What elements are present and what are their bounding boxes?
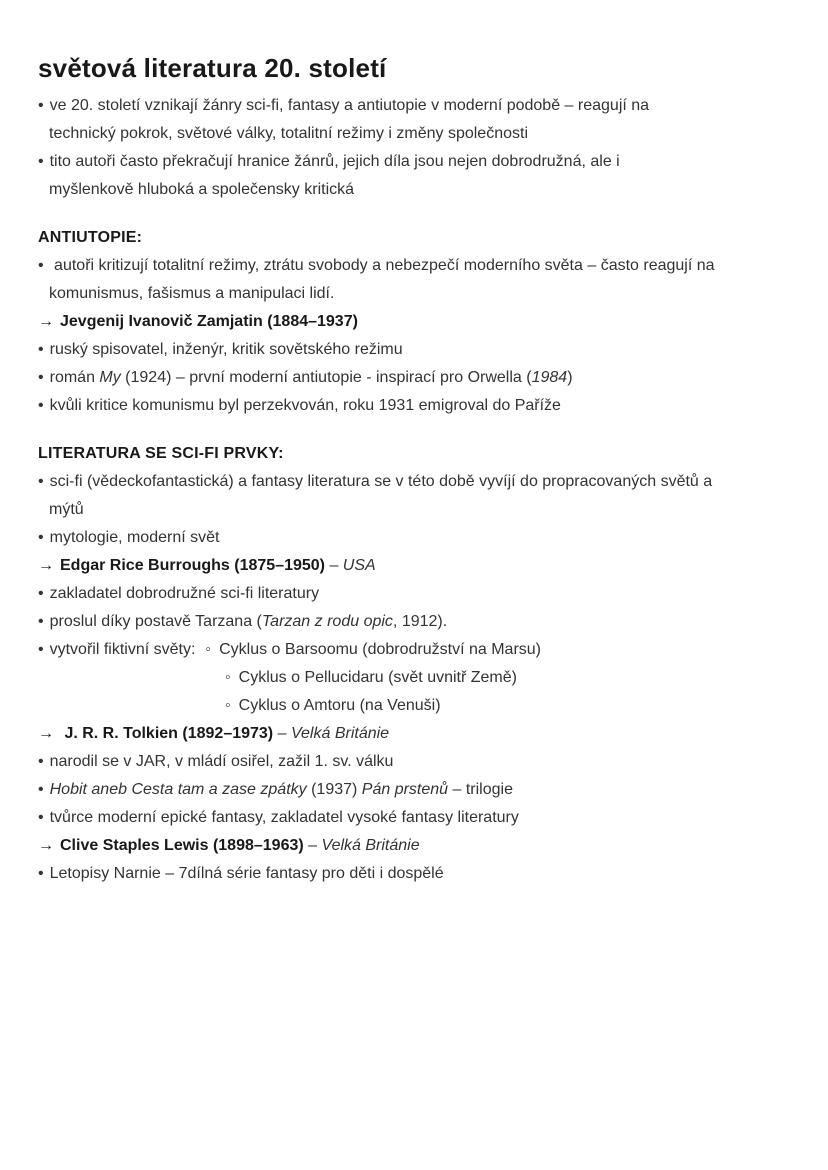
bullet-item [38,92,790,148]
text-run: Velká Británie [321,837,420,854]
text-run: ruský spisovatel, inženýr, kritik sovětského režimu [49,341,403,358]
text-run: mytologie, moderní svět [49,529,220,546]
bullet-icon: • [38,341,44,358]
sub-bullet-icon: ◦ [225,697,231,714]
text-run: zakladatel dobrodružné sci-fi literatury [49,585,320,602]
bullet-icon: • [38,781,44,798]
text-run: Hobit aneb Cesta tam a zase zpátky [49,781,307,798]
text-run: Velká Británie [290,725,390,742]
text-run: proslul díky postavě Tarzana ( [49,613,262,630]
text-run: Letopisy Narnie – 7dílná série fantasy pro děti i dospělé [49,865,444,882]
bullet-item [38,804,790,832]
arrow-icon: → [38,313,54,330]
text-run: mýtů [49,501,84,518]
bullet-icon: • [38,473,44,490]
text-run: – [325,557,343,574]
text-run: , 1912). [392,613,448,630]
bullet-item [38,468,790,524]
document-body [38,92,790,888]
text-run: J. R. R. Tolkien (1892–1973) [60,725,274,742]
text-run: Clive Staples Lewis (1898–1963) [60,837,304,854]
arrow-item [38,832,790,860]
text-run: (1937) [306,781,362,798]
text-run: technický pokrok, světové války, totalitní režimy i změny společnosti [49,125,528,142]
bullet-icon: • [38,753,44,770]
bullet-icon: • [38,613,44,630]
text-run: Cyklus o Barsoomu (dobrodružství na Marsu) [219,641,541,658]
bullet-icon: • [38,153,44,170]
bullet-item [38,392,790,420]
text-run: Pán prstenů [361,781,449,798]
arrow-item [38,552,790,580]
arrow-icon: → [38,837,54,854]
bullet-icon: • [38,257,44,274]
bullet-item [38,580,790,608]
text-run: komunismus, fašismus a manipulaci lidí. [49,285,335,302]
arrow-item [38,720,790,748]
bullet-item [38,524,790,552]
bullet-icon: • [38,585,44,602]
text-run: kvůli kritice komunismu byl perzekvován, roku 1931 emigroval do Paříže [49,397,561,414]
bullet-item [38,148,790,204]
text-run: tito autoři často překračují hranice žánrů, jejich díla jsou nejen dobrodružná, ale i [49,153,620,170]
text-run: 1984 [531,369,568,386]
sub-bullet-icon: ◦ [205,641,212,658]
bullet-icon: • [38,369,44,386]
bullet-item [38,776,790,804]
bullet-icon: • [38,97,44,114]
bullet-item [38,608,790,636]
text-run: – trilogie [448,781,513,798]
text-run: autoři kritizují totalitní režimy, ztrátu svobody a nebezpečí moderního světa – často reagují na [49,257,715,274]
bullet-item [38,364,790,392]
page-title: světová literatura 20. století [38,53,387,83]
text-run: ve 20. století vznikají žánry sci-fi, fantasy a antiutopie v moderní podobě – reagují na [49,97,650,114]
arrow-icon: → [38,725,54,742]
text-run: USA [342,557,376,574]
bullet-item [38,748,790,776]
sub-bullet-icon: ◦ [225,669,231,686]
text-run: Jevgenij Ivanovič Zamjatin (1884–1937) [60,313,358,330]
text-run: Edgar Rice Burroughs (1875–1950) [60,557,325,574]
bullet-item [38,860,790,888]
text-run: Tarzan z rodu opic [261,613,393,630]
section-heading: ANTIUTOPIE: [38,229,143,246]
text-run: narodil se v JAR, v mládí osiřel, zažil 1. sv. válku [49,753,394,770]
bullet-item [38,336,790,364]
text-run: – [303,837,322,854]
sub-item [38,692,790,720]
text-run: (1924) – první moderní antiutopie - inspirací pro Orwella ( [120,369,532,386]
bullet-icon: • [38,809,44,826]
text-run: – [273,725,291,742]
text-run: Cyklus o Pellucidaru (svět uvnitř Země) [238,669,517,686]
bullet-icon: • [38,865,44,882]
bullet-icon: • [38,641,44,658]
text-run: ) [567,369,573,386]
text-run: román [49,369,100,386]
text-run: myšlenkově hluboká a společensky kritická [49,181,355,198]
text-run: Cyklus o Amtoru (na Venuši) [238,697,441,714]
arrow-icon: → [38,557,54,574]
arrow-item [38,308,790,336]
section-heading: LITERATURA SE SCI-FI PRVKY: [38,445,284,462]
bullet-item [38,636,790,664]
text-run: sci-fi (vědeckofantastická) a fantasy literatura se v této době vyvíjí do propracovaných světů a [49,473,713,490]
sub-item [38,664,790,692]
bullet-item [38,252,790,308]
bullet-icon: • [38,529,44,546]
text-run: vytvořil fiktivní světy: [49,641,196,658]
bullet-icon: • [38,397,44,414]
text-run: tvůrce moderní epické fantasy, zakladatel vysoké fantasy literatury [49,809,519,826]
text-run: My [99,369,121,386]
